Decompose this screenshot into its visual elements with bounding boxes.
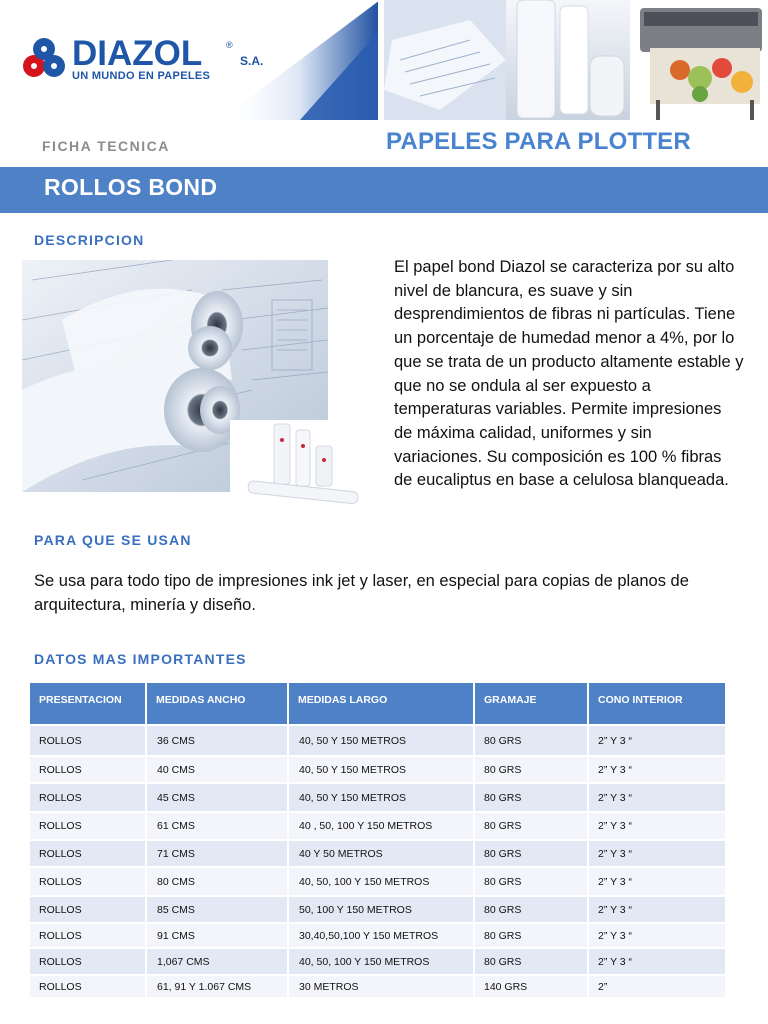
table-cell: 50, 100 Y 150 METROS <box>288 896 474 923</box>
table-cell: 2” Y 3 “ <box>588 840 726 867</box>
table-cell: 61, 91 Y 1.067 CMS <box>146 975 288 997</box>
table-cell: 2” Y 3 “ <box>588 725 726 756</box>
table-cell: 80 GRS <box>474 896 588 923</box>
table-cell: 40 Y 50 METROS <box>288 840 474 867</box>
header-medidas-ancho: MEDIDAS ANCHO <box>146 683 288 725</box>
table-cell: 2” Y 3 “ <box>588 812 726 840</box>
table-cell: 2” Y 3 “ <box>588 756 726 783</box>
table-cell: 140 GRS <box>474 975 588 997</box>
description-heading: DESCRIPCION <box>34 232 145 248</box>
table-cell: 80 CMS <box>146 867 288 896</box>
table-row <box>30 840 726 867</box>
table-cell: 40, 50 Y 150 METROS <box>288 725 474 756</box>
table-cell: ROLLOS <box>30 812 146 840</box>
table-row <box>30 896 726 923</box>
table-cell: 40, 50 Y 150 METROS <box>288 783 474 812</box>
description-text: El papel bond Diazol se caracteriza por su alto nivel de blancura, es suave y sin desprendimientos de fibras ni partículas. Tiene un porcentaje de humedad menor a 4%, por lo que se trata de un producto altamente estable y que no se ondula al ser expuesto a temperaturas variables. Permite impresiones de máxima calidad, uniformes y sin variaciones. Su composición es 100 % fibras de eucaliptus en base a celulosa blanqueada. <box>394 258 744 490</box>
table-cell: ROLLOS <box>30 975 146 997</box>
table-cell: 80 GRS <box>474 840 588 867</box>
small-rolls-image <box>230 420 367 510</box>
brand-registered-mark: ® <box>226 40 233 50</box>
brand-suffix: S.A. <box>240 54 264 68</box>
table-cell: 61 CMS <box>146 812 288 840</box>
table-cell: ROLLOS <box>30 923 146 948</box>
usage-heading: PARA QUE SE USAN <box>34 532 192 548</box>
brand-tagline: UN MUNDO EN PAPELES <box>72 70 211 82</box>
table-body <box>30 725 726 997</box>
table-cell: 2” Y 3 “ <box>588 867 726 896</box>
table-cell: 80 GRS <box>474 783 588 812</box>
table-cell: 91 CMS <box>146 923 288 948</box>
header-presentacion: PRESENTACION <box>30 683 146 725</box>
table-cell: 2” Y 3 “ <box>588 896 726 923</box>
table-cell: 40, 50, 100 Y 150 METROS <box>288 948 474 975</box>
table-cell: ROLLOS <box>30 840 146 867</box>
table-cell: ROLLOS <box>30 725 146 756</box>
table-cell: ROLLOS <box>30 756 146 783</box>
table-cell: 80 GRS <box>474 867 588 896</box>
header-medidas-largo: MEDIDAS LARGO <box>288 683 474 725</box>
table-cell: ROLLOS <box>30 867 146 896</box>
table-cell: 2” Y 3 “ <box>588 923 726 948</box>
brand-name: DIAZOL <box>72 34 203 73</box>
table-cell: ROLLOS <box>30 896 146 923</box>
table-cell: ROLLOS <box>30 948 146 975</box>
brand-logo-icon <box>20 36 68 84</box>
table-row <box>30 812 726 840</box>
table-cell: 40 CMS <box>146 756 288 783</box>
table-cell: 1,067 CMS <box>146 948 288 975</box>
data-heading: DATOS MAS IMPORTANTES <box>34 651 247 667</box>
table-cell: 45 CMS <box>146 783 288 812</box>
table-row <box>30 725 726 756</box>
table-cell: 40 , 50, 100 Y 150 METROS <box>288 812 474 840</box>
table-header-row <box>30 683 726 725</box>
table-row <box>30 975 726 997</box>
table-cell: 2” Y 3 “ <box>588 783 726 812</box>
specs-table <box>30 683 727 997</box>
table-cell: 40, 50, 100 Y 150 METROS <box>288 867 474 896</box>
header-cono-interior: CONO INTERIOR <box>588 683 726 725</box>
table-cell: 80 GRS <box>474 756 588 783</box>
table-cell: 71 CMS <box>146 840 288 867</box>
table-cell: 40, 50 Y 150 METROS <box>288 756 474 783</box>
table-row <box>30 923 726 948</box>
table-cell: 80 GRS <box>474 948 588 975</box>
table-cell: 80 GRS <box>474 812 588 840</box>
table-row <box>30 783 726 812</box>
table-cell: 85 CMS <box>146 896 288 923</box>
table-cell: 36 CMS <box>146 725 288 756</box>
header-gramaje: GRAMAJE <box>474 683 588 725</box>
table-cell: 80 GRS <box>474 725 588 756</box>
table-cell: ROLLOS <box>30 783 146 812</box>
document-kicker: FICHA TECNICA <box>42 138 170 154</box>
table-cell: 2” Y 3 “ <box>588 948 726 975</box>
table-row <box>30 867 726 896</box>
table-cell: 80 GRS <box>474 923 588 948</box>
table-row <box>30 948 726 975</box>
table-row <box>30 756 726 783</box>
table-cell: 30 METROS <box>288 975 474 997</box>
page-title: ROLLOS BOND <box>44 174 218 200</box>
usage-text: Se usa para todo tipo de impresiones ink jet y laser, en especial para copias de planos de arquitectura, minería y diseño. <box>34 572 689 614</box>
table-cell: 30,40,50,100 Y 150 METROS <box>288 923 474 948</box>
product-category: PAPELES PARA PLOTTER <box>386 128 691 155</box>
table-cell: 2” <box>588 975 726 997</box>
